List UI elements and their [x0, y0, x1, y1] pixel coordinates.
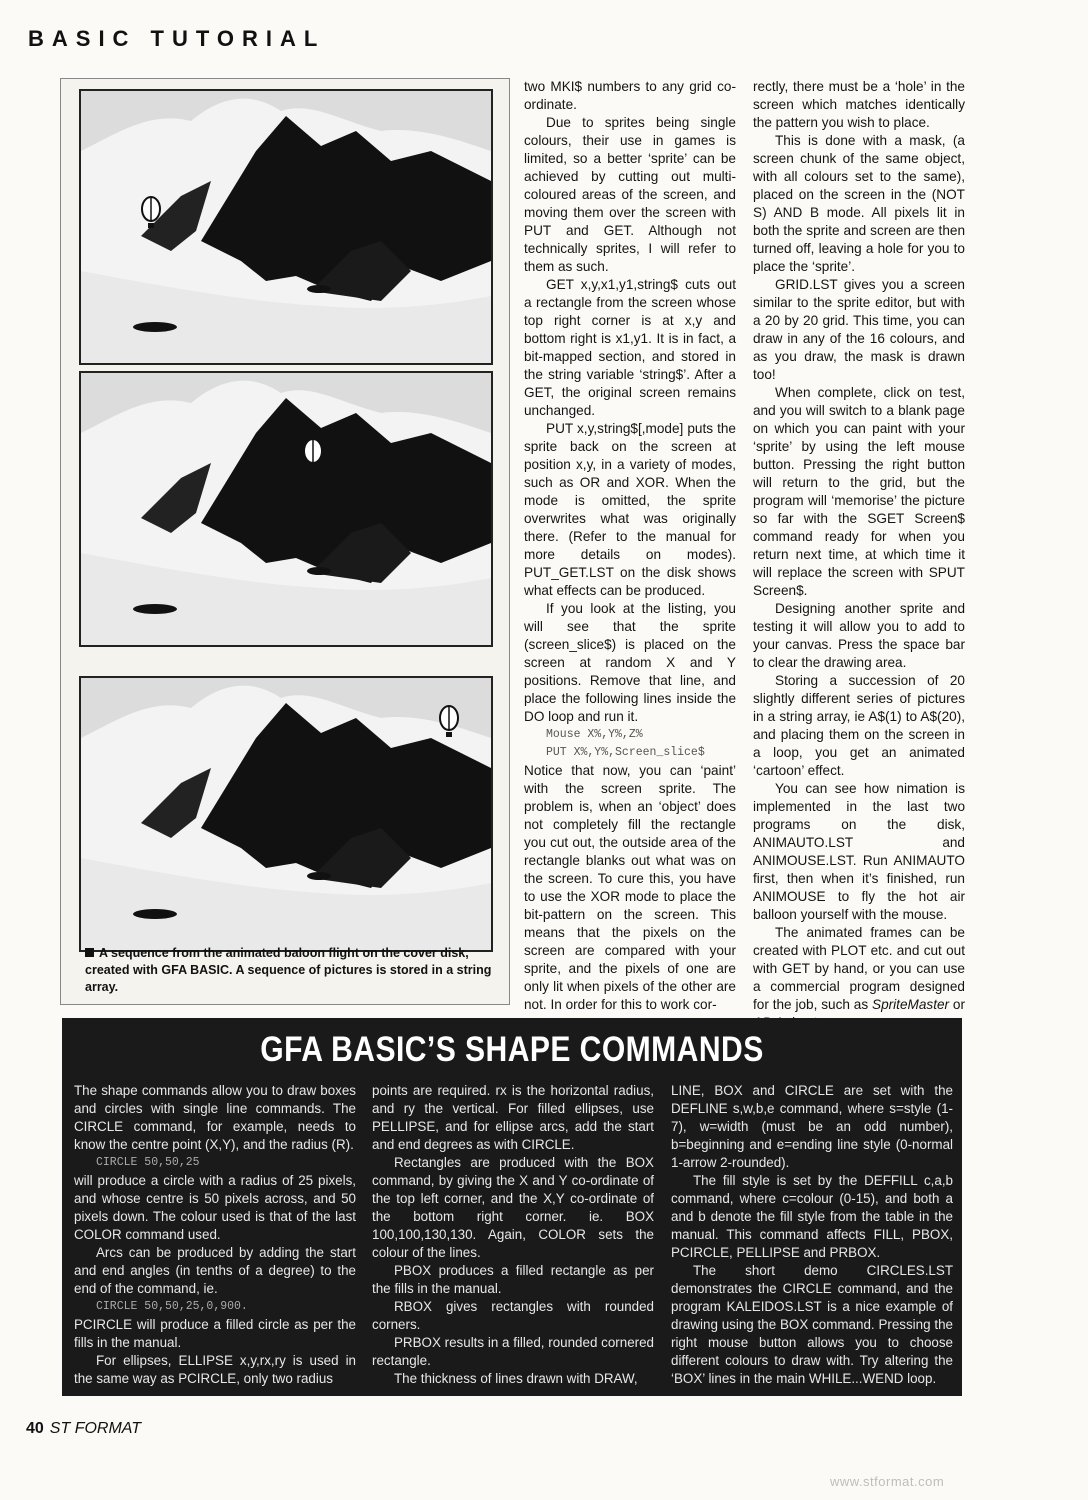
- article-column-2: [753, 78, 965, 1032]
- balloon-photo-2: [79, 371, 493, 647]
- box-column-2: [372, 1082, 654, 1388]
- code-line: Mouse X%,Y%,Z%: [546, 728, 643, 741]
- paragraph: The shape commands allow you to draw boxes and circles with single line commands. The CIRCLE command, for example, needs to know the centre point (X,Y), and the radius (R).: [74, 1083, 356, 1152]
- paragraph: For ellipses, ELLIPSE x,y,rx,ry is used in the same way as PCIRCLE, only two radius: [74, 1353, 356, 1386]
- paragraph: Notice that now, you can ‘paint’ with the screen sprite. The problem is, when an ‘object’ does not completely fill the rectangle you cut out, the outside area of the rectangle blanks out what was on the screen. To cure this, you have to use the XOR mode to place the bit-pattern on the screen. This means that the pixels on the screen are compared with your sprite, and the pixels of one are only lit when pixels of the other are not. In order for this to work cor-: [524, 763, 736, 1012]
- text-run: or: [949, 997, 965, 1012]
- balloon-basket: [148, 223, 154, 228]
- code-line: CIRCLE 50,50,25,0,900.: [96, 1300, 248, 1313]
- shadow-left: [133, 322, 177, 332]
- sidebar-box: [62, 1018, 962, 1396]
- paragraph: The thickness of lines drawn with DRAW,: [394, 1371, 638, 1386]
- figure-caption: [85, 945, 493, 996]
- section-header: BASIC TUTORIAL: [28, 26, 326, 51]
- paragraph: When complete, click on test, and you will switch to a blank page on which you can paint with your ‘sprite’ by using the left mouse button. Pressing the right button will return to the grid, but the program will ‘memorise’ the picture so far with the SGET Screen$ command ready for when you return next time, at which time it will replace the screen with SPUT Screen$.: [753, 385, 965, 598]
- page-footer: [26, 1420, 141, 1438]
- balloon-basket: [310, 465, 316, 470]
- balloon-photo-3: [79, 676, 493, 952]
- magazine-name: ST FORMAT: [49, 1420, 142, 1437]
- box-title: GFA BASIC’S SHAPE COMMANDS: [260, 1030, 764, 1069]
- paragraph: will produce a circle with a radius of 25 pixels, and whose centre is 50 pixels across, and 50 pixels down. The colour used is that of the last COLOR command used.: [74, 1173, 356, 1242]
- caption-text: A sequence from the animated baloon flight on the cover disk, created with GFA BASIC. A sequence of pictures is stored in a string array.: [85, 946, 492, 994]
- mountain-scene: [81, 373, 491, 645]
- code-line: PUT X%,Y%,Screen_slice$: [546, 746, 705, 759]
- text-run: The animated frames can be created with PLOT etc. and cut out with GET by hand, or you can use a commercial program designed for the job, such as: [753, 925, 965, 1012]
- bullet-square-icon: [85, 948, 94, 957]
- mountain-scene: [81, 91, 491, 363]
- italic-product-name: SpriteMaster: [872, 997, 950, 1012]
- paragraph: two MKI$ numbers to any grid co-ordinate.: [524, 79, 736, 112]
- paragraph: If you look at the listing, you will see that the sprite (screen_slice$) is placed on the screen at random X and Y positions. Remove that line, and place the following lines inside the DO loop and run it.: [524, 601, 736, 724]
- paragraph: rectly, there must be a ‘hole’ in the screen which matches identically the pattern you wish to place.: [753, 79, 965, 130]
- paragraph: The short demo CIRCLES.LST demonstrates the CIRCLE command, and the program KALEIDOS.LST is a nice example of drawing using the BOX command. Pressing the right mouse button allows you to choose different colours to draw with. Try altering the ‘BOX’ lines in the main WHILE...WEND loop.: [671, 1263, 953, 1386]
- paragraph: Due to sprites being single colours, their use in games is limited, so a better ‘sprite’ can be achieved by cutting out multi-coloured areas of the screen, and moving them over the screen with PUT and GET. Although not technically sprites, I will refer to them as such.: [524, 115, 736, 274]
- paragraph: Designing another sprite and testing it will allow you to add to your canvas. Press the space bar to clear the drawing area.: [753, 601, 965, 670]
- paragraph: Storing a succession of 20 slightly different series of pictures in a string array, ie A$(1) to A$(20), and placing them on the screen in a loop, you get an animated ‘cartoon’ effect.: [753, 673, 965, 778]
- shadow-right: [307, 872, 331, 880]
- paragraph: LINE, BOX and CIRCLE are set with the DEFLINE s,w,b,e command, where s=style (1-7), w=width (must be an odd number), b=beginning and e=ending line style (0-normal 1-arrow 2-rounded).: [671, 1083, 953, 1170]
- code-line: CIRCLE 50,50,25: [96, 1156, 200, 1169]
- paragraph: You can see how nimation is implemented in the last two programs on the disk, ANIMAUTO.LST and ANIMOUSE.LST. Run ANIMAUTO first, then when it’s finished, run ANIMOUSE to fly the hot air balloon yourself with the mouse.: [753, 781, 965, 922]
- shadow-right: [307, 567, 331, 575]
- paragraph: PBOX produces a filled rectangle as per the fills in the manual.: [372, 1263, 654, 1296]
- article-column-1: [524, 78, 736, 1014]
- shadow-left: [133, 909, 177, 919]
- paragraph: PUT x,y,string$[,mode] puts the sprite back on the screen at position x,y, in a variety of modes, such as OR and XOR. When the mode is omitted, the sprite overwrites what was originally there. (Refer to the manual for more details on modes). PUT_GET.LST on the disk shows what effects can be produced.: [524, 421, 736, 598]
- box-column-3: [671, 1082, 953, 1388]
- paragraph: PCIRCLE will produce a filled circle as per the fills in the manual.: [74, 1317, 356, 1350]
- paragraph: RBOX gives rectangles with rounded corners.: [372, 1299, 654, 1332]
- paragraph: GET x,y,x1,y1,string$ cuts out a rectangle from the screen whose top right corner is at x,y and bottom right is x1,y1. It is in fact, a bit-mapped section, and stored in the string variable ‘string$’. After a GET, the original screen remains unchanged.: [524, 277, 736, 418]
- watermark: www.stformat.com: [830, 1474, 945, 1489]
- shadow-right: [307, 285, 331, 293]
- paragraph: Rectangles are produced with the BOX command, by giving the X and Y co-ordinate of the top left corner, and the X,Y co-ordinate of the bottom right corner. ie. BOX 100,100,130,130. Again, COLOR sets the colour of the lines.: [372, 1155, 654, 1260]
- paragraph: GRID.LST gives you a screen similar to the sprite editor, but with a 20 by 20 grid. This time, you can draw in any of the 16 colours, and as you draw, the mask is drawn too!: [753, 277, 965, 382]
- paragraph-last: [753, 924, 965, 1032]
- paragraph: The fill style is set by the DEFFILL c,a,b command, where c=colour (0-15), and both a and b denote the fill style from the table in the manual. This command affects FILL, PBOX, PCIRCLE, PELLIPSE and PRBOX.: [671, 1173, 953, 1260]
- shadow-left: [133, 604, 177, 614]
- paragraph: This is done with a mask, (a screen chunk of the same object, with all colours set to the same), placed on the screen in the (NOT S) AND B mode. All pixels lit in both the sprite and screen are then turned off, leaving a hole for you to place the ‘sprite’.: [753, 133, 965, 274]
- paragraph: PRBOX results in a filled, rounded cornered rectangle.: [372, 1335, 654, 1368]
- figure-panel: [60, 78, 510, 1005]
- mountain-scene: [81, 678, 491, 950]
- box-column-1: [74, 1082, 356, 1388]
- page-number: 40: [26, 1420, 44, 1437]
- paragraph: points are required. rx is the horizontal radius, and ry the vertical. For filled ellipses, use PELLIPSE, and for ellipse arcs, add the start and end degrees as with CIRCLE.: [372, 1083, 654, 1152]
- balloon-photo-1: [79, 89, 493, 365]
- paragraph: Arcs can be produced by adding the start and end angles (in tenths of a degree) to the end of the command, ie.: [74, 1245, 356, 1296]
- balloon-basket: [446, 732, 452, 737]
